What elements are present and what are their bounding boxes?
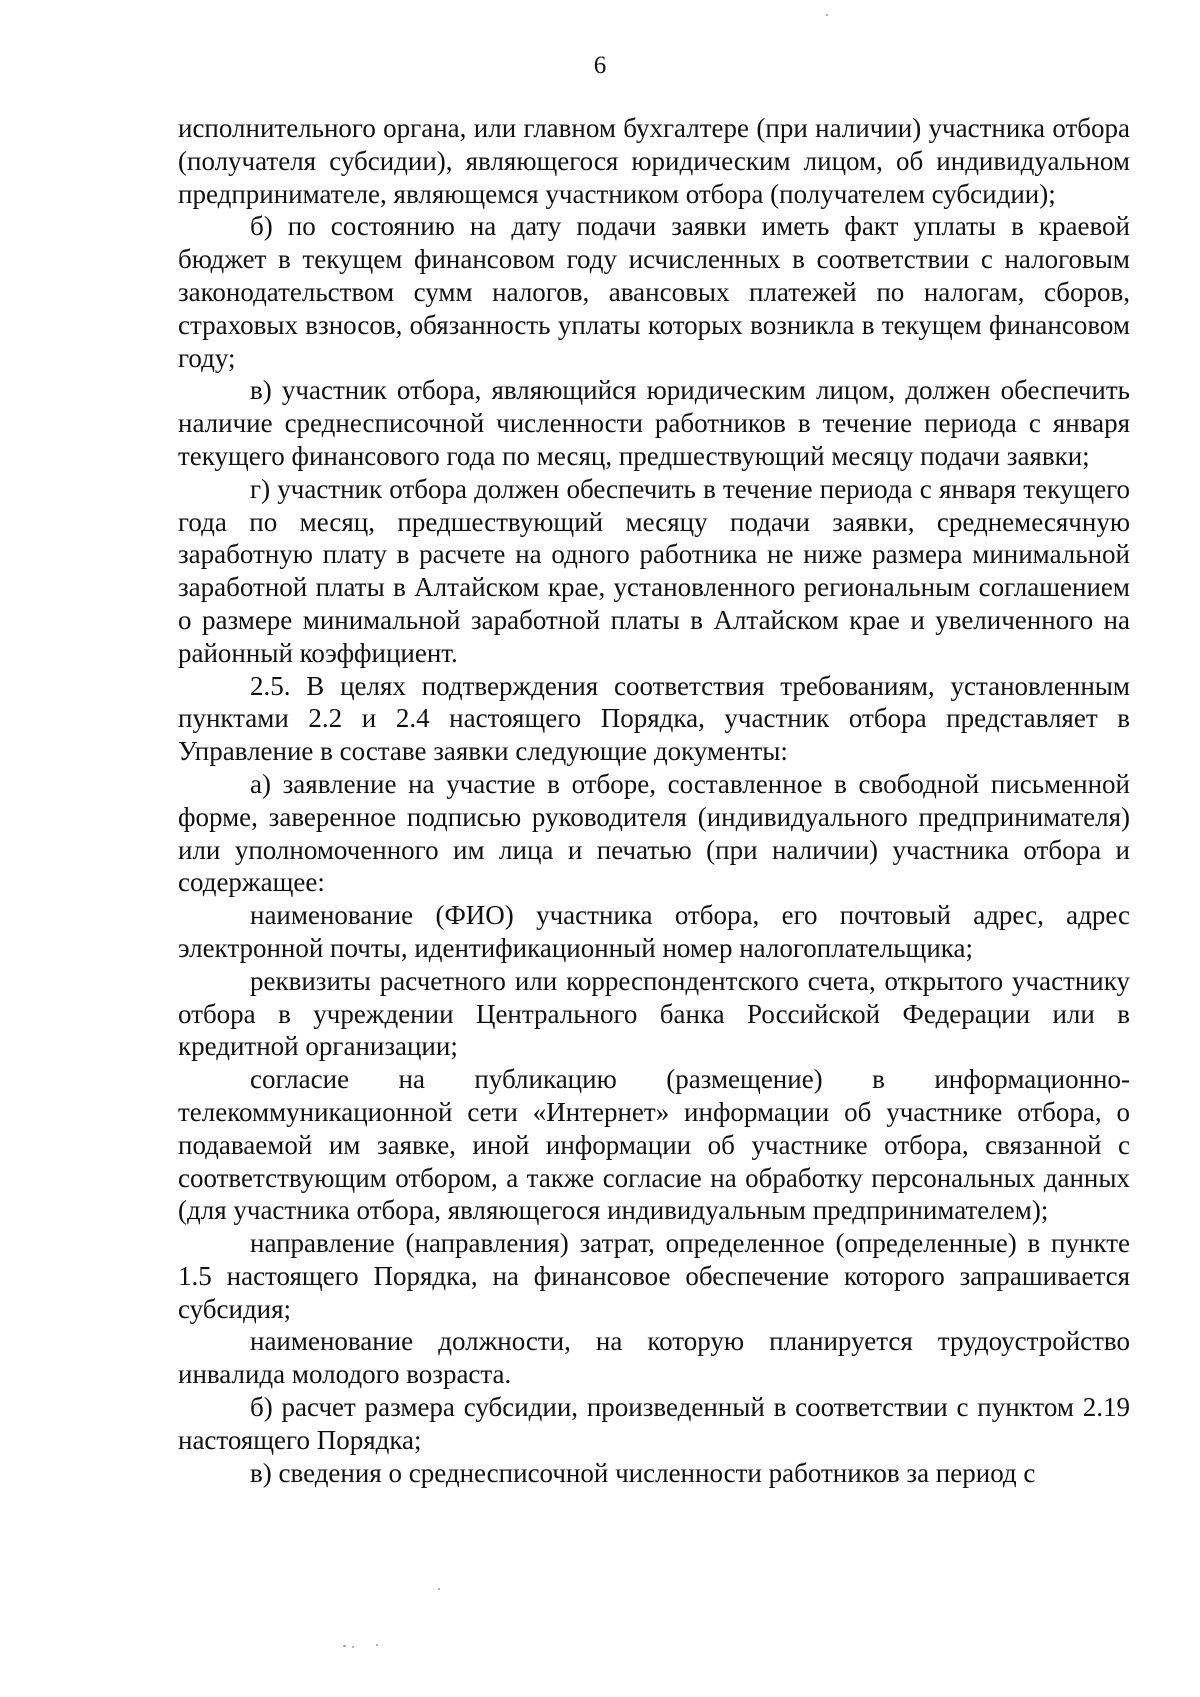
paragraph-cost-direction: направление (направления) затрат, определенное (определенные) в пункте 1.5 настоящего Порядка, на финансовое обеспечение которого запрашивается субсидия; [178, 1228, 1130, 1324]
paragraph-continuation: исполнительного органа, или главном бухгалтере (при наличии) участника отбора (получателя субсидии), являющегося юридическим лицом, об индивидуальном предпринимателе, являющемся участником отбора (получателем субсидии); [178, 113, 1130, 209]
paragraph-bank-details: реквизиты расчетного или корреспондентского счета, открытого участнику отбора в учреждении Центрального банка Российской Федерации или в кредитной организации; [178, 965, 1130, 1062]
scan-speck [343, 1645, 346, 1647]
paragraph-name-address: наименование (ФИО) участника отбора, его почтовый адрес, адрес электронной почты, идентификационный номер налогоплательщика; [178, 900, 1130, 963]
document-body [178, 112, 1130, 1489]
paragraph-position-name: наименование должности, на которую планируется трудоустройство инвалида молодого возраста. [178, 1326, 1130, 1390]
scan-speck [438, 1588, 440, 1590]
paragraph-consent: согласие на публикацию (размещение) в информационно-телекоммуникационной сети «Интернет» информации об участнике отбора, о подаваемой им заявке, иной информации об участнике отбора, связанной с соответствующим отбором, а также согласие на обработку персональных данных (для участника отбора, являющегося индивидуальным предпринимателем); [178, 1064, 1130, 1226]
paragraph-section-2-5: 2.5. В целях подтверждения соответствия требованиям, установленным пунктами 2.2 и 2.4 настоящего Порядка, участник отбора представляет в Управление в составе заявки следующие документы: [178, 670, 1130, 767]
scan-speck [352, 1646, 354, 1648]
paragraph-item-v: в) участник отбора, являющийся юридическим лицом, должен обеспечить наличие среднесписочной численности работников в течение периода с января текущего финансового года по месяц, предшествующий месяцу подачи заявки; [178, 375, 1130, 471]
scan-speck [826, 14, 828, 16]
paragraph-item-g: г) участник отбора должен обеспечить в течение периода с января текущего года по месяц, предшествующий месяцу подачи заявки, среднемесячную заработную плату в расчете на одного работника не ниже размера минимальной заработной платы в Алтайском крае, установленного региональным соглашением о размере минимальной заработной платы в Алтайском крае и увеличенного на районный коэффициент. [178, 473, 1130, 668]
paragraph-item-v-headcount: в) сведения о среднесписочной численности работников за период с [250, 1457, 1036, 1488]
paragraph-item-b: б) по состоянию на дату подачи заявки иметь факт уплаты в краевой бюджет в текущем финансовом году исчисленных в соответствии с налоговым законодательством сумм налогов, авансовых платежей по налогам, сборов, страховых взносов, обязанность уплаты которых возникла в текущем финансовом году; [178, 211, 1130, 373]
page-number: 6 [593, 52, 607, 79]
paragraph-item-a-application: а) заявление на участие в отборе, составленное в свободной письменной форме, заверенное подписью руководителя (индивидуального предпринимателя) или уполномоченного им лица и печатью (при наличии) участника отбора и содержащее: [178, 768, 1130, 898]
scan-speck [376, 1644, 378, 1646]
paragraph-item-b-calculation: б) расчет размера субсидии, произведенный в соответствии с пунктом 2.19 настоящего Порядка; [178, 1392, 1130, 1455]
